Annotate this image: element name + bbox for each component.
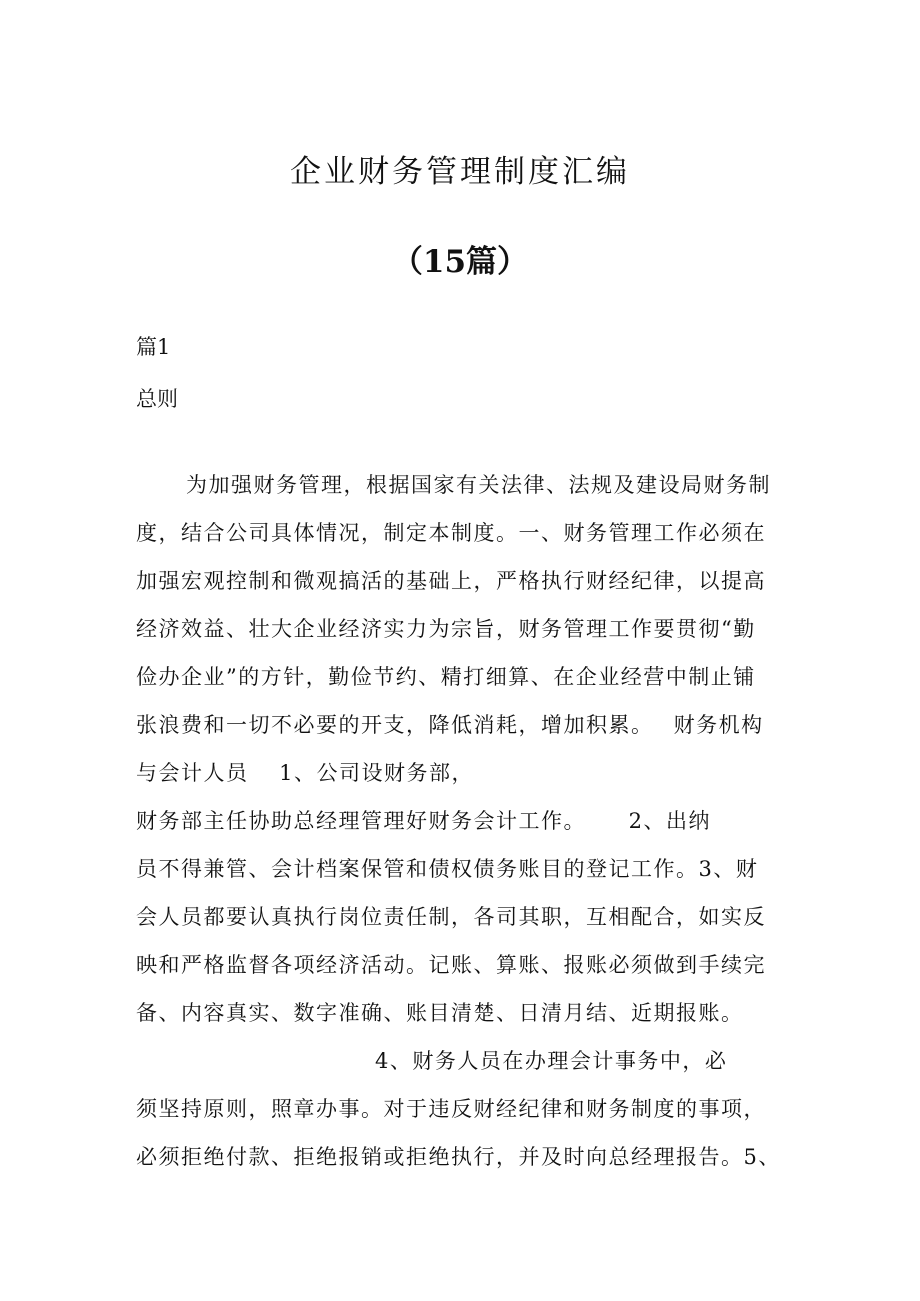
section-label: 篇1: [136, 335, 171, 359]
section-heading: 总则: [136, 387, 178, 411]
body-line: 为加强财务管理，根据国家有关法律、法规及建设局财务制: [186, 473, 771, 497]
document-subtitle: （15篇）: [391, 244, 529, 280]
body-line: 备、内容真实、数字准确、账目清楚、日清月结、近期报账。: [136, 1001, 744, 1025]
body-line: 须坚持原则，照章办事。对于违反财经纪律和财务制度的事项，: [136, 1097, 766, 1121]
body-line: 会人员都要认真执行岗位责任制，各司其职，互相配合，如实反: [136, 905, 766, 929]
body-line: 员不得兼管、会计档案保管和债权债务账目的登记工作。3、财: [136, 857, 759, 881]
body-line: 财务部主任协助总经理管理好财务会计工作。 2、出纳: [136, 809, 712, 833]
body-line: 4、财务人员在办理会计事务中，必: [375, 1049, 728, 1073]
body-line: 映和严格监督各项经济活动。记账、算账、报账必须做到手续完: [136, 953, 766, 977]
body-line: 经济效益、壮大企业经济实力为宗旨，财务管理工作要贯彻“勤: [136, 617, 756, 641]
body-line: 必须拒绝付款、拒绝报销或拒绝执行，并及时向总经理报告。5、: [136, 1145, 781, 1169]
body-line: 加强宏观控制和微观搞活的基础上，严格执行财经纪律，以提高: [136, 569, 766, 593]
document-title: 企业财务管理制度汇编: [290, 154, 630, 190]
body-line: 俭办企业”的方针，勤俭节约、精打细算、在企业经营中制止铺: [136, 665, 756, 689]
body-line: 与会计人员 1、公司设财务部，: [136, 761, 475, 785]
body-line: 张浪费和一切不必要的开支，降低消耗，增加积累。 财务机构: [136, 713, 764, 737]
body-line: 度，结合公司具体情况，制定本制度。一、财务管理工作必须在: [136, 521, 766, 545]
